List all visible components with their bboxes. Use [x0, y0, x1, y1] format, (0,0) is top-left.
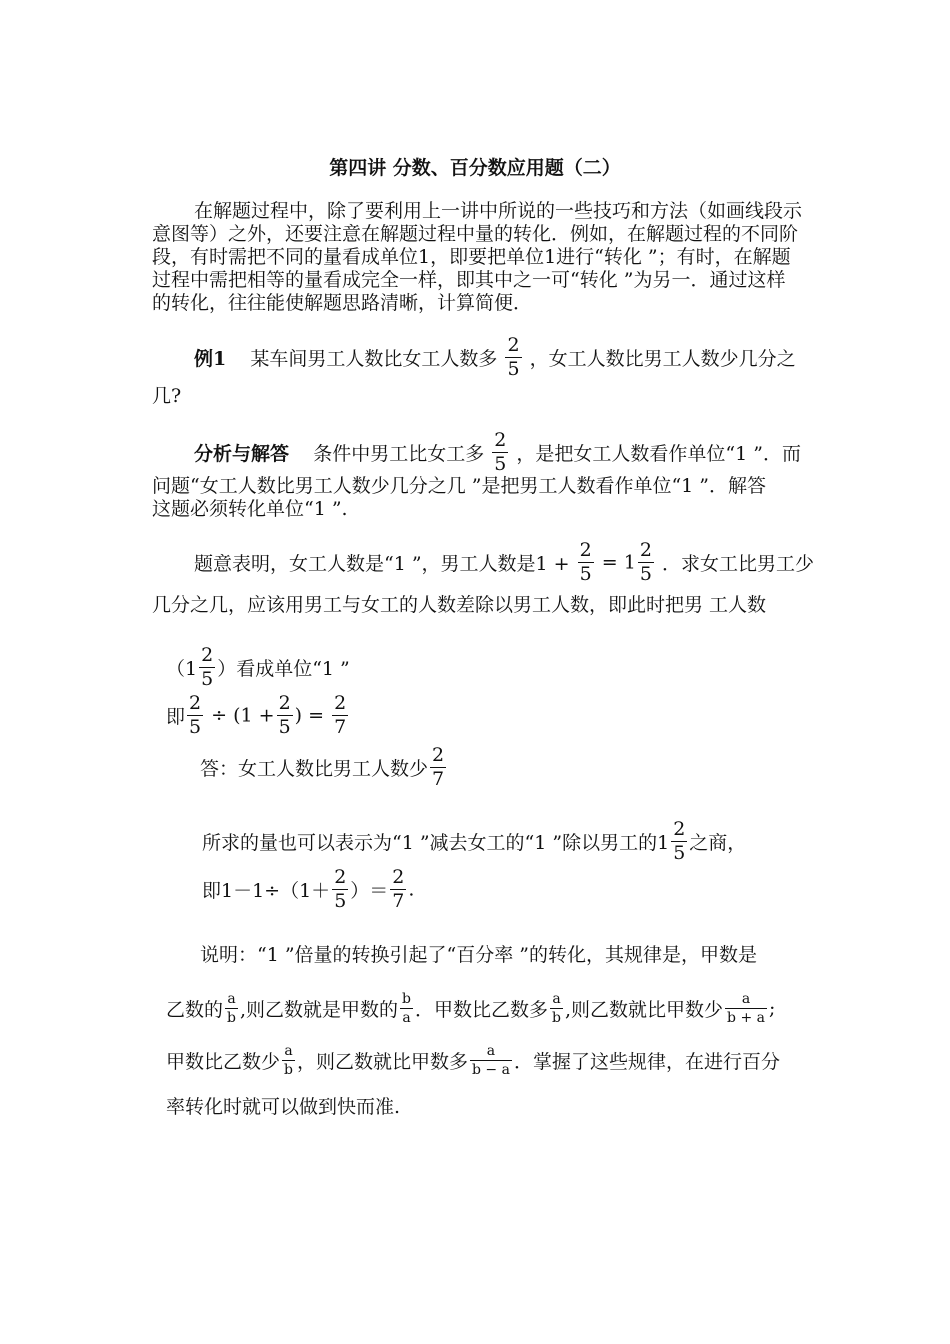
fraction: [430, 746, 446, 789]
fraction: [225, 992, 238, 1025]
denominator: 5: [334, 890, 347, 912]
numerator: 2: [189, 692, 202, 714]
calc-close: ) =: [294, 704, 325, 727]
denominator: b: [284, 1062, 293, 1078]
alt-eq: ）＝: [350, 880, 389, 902]
denominator: 5: [673, 842, 686, 864]
numerator: 2: [507, 334, 520, 356]
intro-line-5: 的转化，往往能使解题思路清晰，计算简便．: [152, 292, 533, 314]
fraction: [282, 1044, 295, 1077]
numerator: 2: [201, 644, 214, 666]
intro-line-4: 过程中需把相等的量看成完全一样，即其中之一可“转化 ”为另一．通过这样: [152, 269, 786, 291]
answer-text: 答：女工人数比男工人数少: [200, 758, 429, 780]
numerator: 2: [494, 429, 507, 451]
numerator: b: [402, 991, 411, 1007]
alt-eq: .: [408, 878, 415, 901]
note-text: ,则乙数就是甲数的: [239, 999, 399, 1021]
example-label: 例1: [194, 348, 227, 370]
alt-line-1: [202, 820, 746, 863]
calc-prefix: 即: [166, 706, 186, 728]
denominator: 5: [189, 716, 202, 738]
numerator: 2: [334, 692, 347, 714]
denominator: 5: [639, 563, 652, 585]
alt-text: 之商，: [689, 832, 747, 854]
note-line-3: [166, 1044, 780, 1077]
note-text: ,则乙数就比甲数少: [564, 999, 724, 1021]
numerator: 2: [334, 866, 347, 888]
numerator: 2: [392, 866, 405, 888]
denominator: 7: [432, 768, 445, 790]
fraction: [187, 694, 203, 737]
meaning-text: ．求女工比男工少: [662, 553, 815, 575]
example-line-2: 几?: [152, 385, 182, 407]
denominator: 5: [579, 563, 592, 585]
meaning-text: 题意表明，女工人数是“1 ”，男工人数是1 +: [194, 553, 570, 575]
page-title: 第四讲 分数、百分数应用题（二）: [329, 157, 621, 179]
numerator: 2: [673, 818, 686, 840]
numerator: a: [550, 992, 563, 1009]
unit-line: [166, 646, 350, 689]
fraction: [400, 992, 413, 1025]
fraction: [492, 431, 508, 474]
note-line-1: 说明：“1 ”倍量的转换引起了“百分率 ”的转化，其规律是，甲数是: [200, 944, 758, 966]
denominator: 5: [201, 668, 214, 690]
denominator: 5: [507, 358, 520, 380]
meaning-line-2: 几分之几，应该用男工与女工的人数差除以男工人数，即此时把男 工人数: [152, 594, 767, 616]
example-line-1: [194, 336, 796, 379]
alt-line-2: [202, 868, 414, 911]
intro-line-1: 在解题过程中，除了要利用上一讲中所说的一些技巧和方法（如画线段示: [194, 200, 803, 222]
analysis-text: 条件中男工比女工多: [313, 443, 485, 465]
denominator: b: [227, 1010, 236, 1026]
analysis-line-3: 这题必须转化单位“1 ”.: [152, 498, 348, 520]
answer-line: [200, 746, 448, 789]
fraction: [277, 694, 293, 737]
note-line-4: 率转化时就可以做到快而准.: [166, 1096, 401, 1118]
note-text: 甲数比乙数少: [166, 1051, 281, 1073]
numerator: 2: [639, 539, 652, 561]
fraction: [332, 868, 348, 911]
denominator: a: [402, 1010, 411, 1026]
analysis-line-2: 问题“女工人数比男工人数少几分之几 ”是把男工人数看作单位“1 ”．解答: [152, 475, 767, 497]
note-text: 乙数的: [166, 999, 224, 1021]
intro-line-3: 段，有时需把不同的量看成单位1，即要把单位1进行“转化 ”；有时，在解题: [152, 246, 791, 268]
unit-close: ）看成单位“1 ”: [217, 658, 350, 680]
meaning-line-1: [194, 541, 814, 584]
analysis-line-1: [194, 431, 801, 474]
denominator: b + a: [727, 1010, 765, 1026]
note-text: ．甲数比乙数多: [415, 999, 549, 1021]
example-text: ，女工人数比男工人数少几分之: [529, 348, 796, 370]
denominator: 7: [334, 716, 347, 738]
note-line-2: [166, 992, 775, 1025]
fraction: [638, 541, 654, 584]
fraction: [199, 646, 215, 689]
denominator: 7: [392, 890, 405, 912]
fraction: [390, 868, 406, 911]
numerator: a: [470, 1044, 512, 1061]
example-text: 某车间男工人数比女工人数多: [250, 348, 498, 370]
alt-text: 所求的量也可以表示为“1 ”减去女工的“1 ”除以男工的1: [202, 832, 670, 854]
fraction: [550, 992, 563, 1025]
numerator: a: [225, 992, 238, 1009]
fraction: [671, 820, 687, 863]
denominator: b: [552, 1010, 561, 1026]
numerator: 2: [278, 692, 291, 714]
note-text: ，则乙数就比甲数多: [296, 1051, 468, 1073]
note-text: ;: [768, 997, 776, 1020]
unit-open: （1: [166, 658, 198, 680]
numerator: 2: [579, 539, 592, 561]
intro-line-2: 意图等）之外，还要注意在解题过程中量的转化．例如，在解题过程的不同阶: [152, 223, 799, 245]
analysis-text: ，是把女工人数看作单位“1 ”．而: [516, 443, 801, 465]
fraction: [578, 541, 594, 584]
numerator: a: [282, 1044, 295, 1061]
numerator: 2: [432, 744, 445, 766]
fraction: [470, 1044, 512, 1077]
denominator: 5: [278, 716, 291, 738]
equals-text: = 1: [601, 551, 636, 574]
analysis-label: 分析与解答: [194, 443, 290, 465]
fraction: [505, 336, 521, 379]
fraction: [725, 992, 767, 1025]
denominator: b − a: [472, 1062, 510, 1078]
denominator: 5: [494, 453, 507, 475]
alt-eq: 即1－1÷（1＋: [202, 880, 331, 902]
note-text: ．掌握了这些规律，在进行百分: [513, 1051, 780, 1073]
fraction: [332, 694, 348, 737]
calc-line: [166, 694, 350, 737]
calc-op: ÷ (1 +: [211, 704, 275, 727]
numerator: a: [725, 992, 767, 1009]
